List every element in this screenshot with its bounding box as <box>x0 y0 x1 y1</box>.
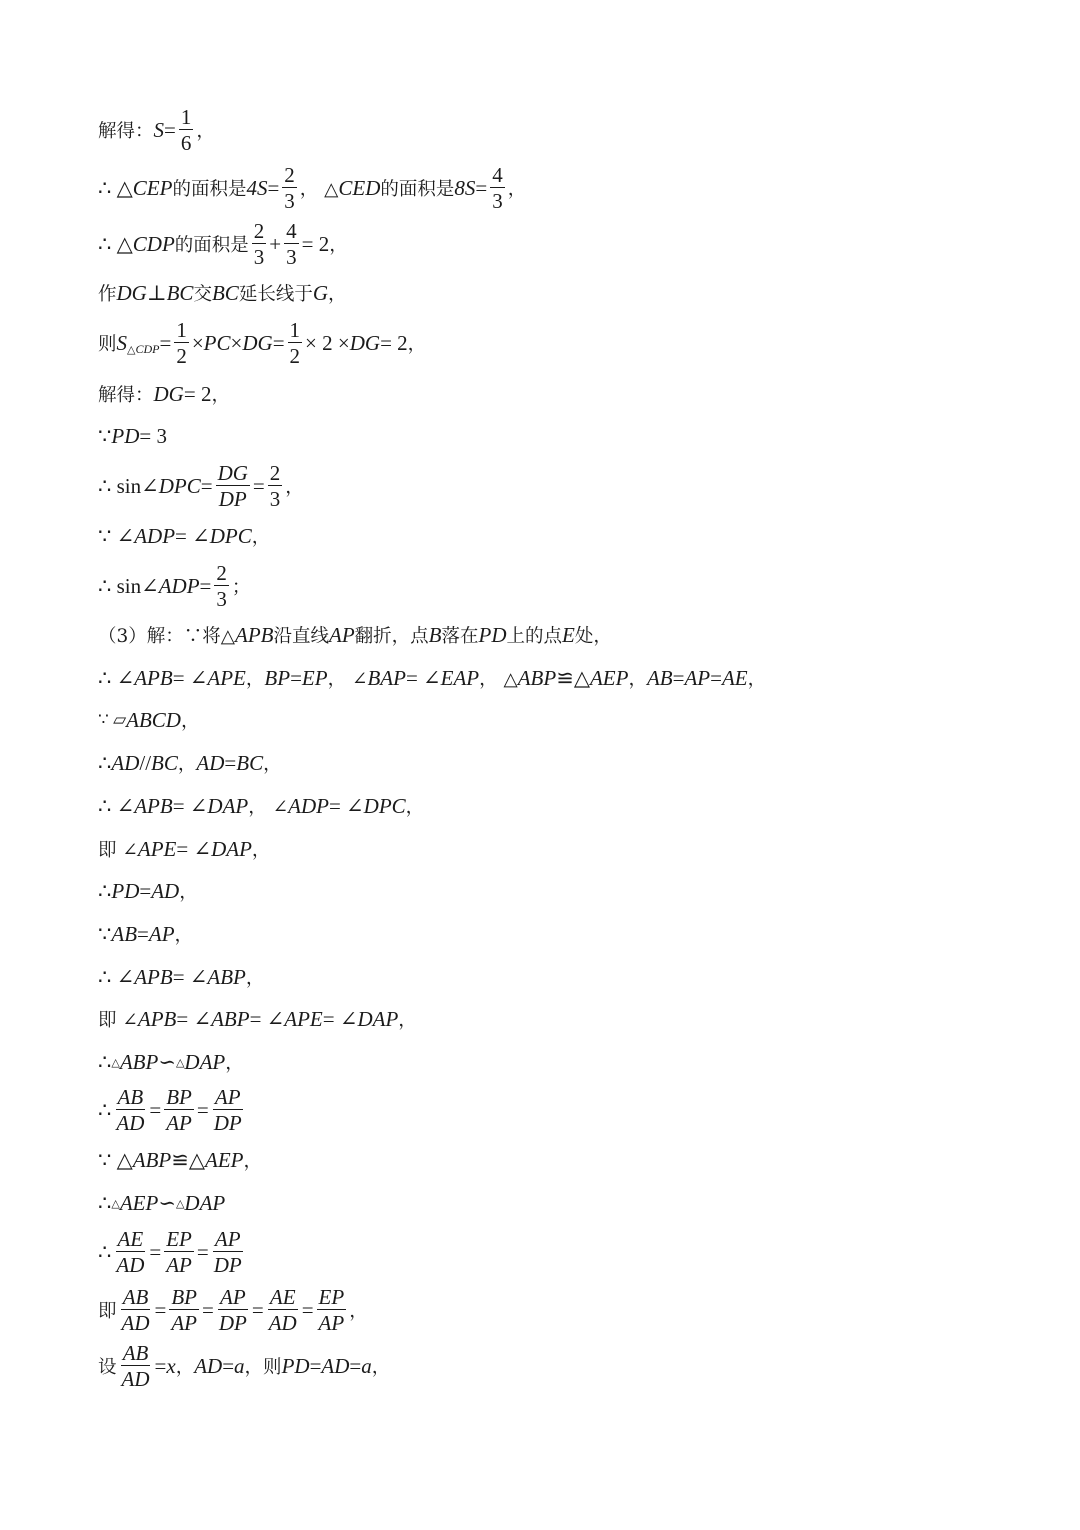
line-text: ， ∠ <box>327 669 368 690</box>
line-text: ∵ ▱ <box>98 710 127 729</box>
fraction-denominator: AD <box>116 1253 145 1277</box>
solution-line-7 <box>98 416 167 456</box>
math-op: = ∠ <box>175 523 210 548</box>
math-var: BC <box>211 280 239 305</box>
fraction <box>212 1086 244 1134</box>
math-var: DG <box>153 381 184 406</box>
fraction-denominator: AP <box>318 1311 345 1335</box>
math-op: ≌△ <box>556 665 590 690</box>
line-text: 交 <box>193 284 212 305</box>
triangle-symbol: △ <box>127 343 136 356</box>
math-op: × 2 × <box>305 330 350 355</box>
math-op: + <box>269 231 282 256</box>
math-var: DG <box>116 280 147 305</box>
math-op: = <box>199 573 212 598</box>
math-op: = <box>139 878 152 903</box>
line-end: ， <box>251 840 271 861</box>
math-op: = ∠ <box>172 964 208 989</box>
math-op: = ∠ <box>405 665 441 690</box>
math-op: // <box>139 750 152 775</box>
math-text: = 2 <box>301 231 330 256</box>
math-var: APE <box>284 1006 323 1031</box>
line-end: ， <box>349 1301 368 1322</box>
fraction-numerator: 2 <box>269 460 281 485</box>
line-text: 翻折，点 <box>354 626 429 647</box>
line-text: ∴ △ <box>98 231 133 256</box>
line-text: （3）解：∵将△ <box>98 626 235 647</box>
line-text: ∵ ∠ <box>98 523 135 548</box>
line-end: ， <box>225 1053 244 1074</box>
math-op: = ∠ <box>172 793 208 818</box>
fraction-numerator: 4 <box>286 218 297 243</box>
fraction <box>114 1086 146 1134</box>
math-var: DG <box>349 330 381 355</box>
math-op: = ∠ <box>322 1006 358 1031</box>
math-var: APE <box>207 665 246 690</box>
fraction-denominator: AP <box>171 1311 198 1335</box>
math-var: DAP <box>184 1049 226 1074</box>
solution-line-27 <box>98 1340 391 1391</box>
math-var: x <box>166 1353 176 1378</box>
math-var: ABCD <box>126 707 181 732</box>
solution-line-22 <box>98 1084 247 1135</box>
fraction <box>214 562 229 610</box>
math-var: APB <box>134 964 173 989</box>
math-var: PD <box>111 878 140 903</box>
math-text: = 2 <box>380 330 408 355</box>
triangle-symbol: △ <box>111 1197 120 1210</box>
math-var: a <box>234 1353 245 1378</box>
similar-symbol: ∽ <box>158 1190 176 1215</box>
fraction-numerator: 2 <box>284 162 295 187</box>
fraction-numerator: 1 <box>289 317 301 342</box>
fraction <box>169 1286 199 1334</box>
math-op: ⊥ <box>146 280 167 305</box>
solution-line-12 <box>98 658 766 698</box>
math-op: = <box>149 1097 162 1122</box>
math-var: AD <box>194 1353 223 1378</box>
line-end: ， <box>398 1010 417 1031</box>
fraction-numerator: AP <box>214 1084 241 1109</box>
line-text: ∴ ∠ <box>98 964 135 989</box>
fraction <box>216 462 250 510</box>
solution-line-20 <box>98 999 417 1039</box>
math-var: DPC <box>158 473 201 498</box>
solution-line-5 <box>98 317 427 368</box>
math-op: = <box>272 330 285 355</box>
fraction-denominator: 3 <box>253 245 265 269</box>
fraction-denominator: 3 <box>269 487 281 511</box>
fraction <box>212 1228 244 1276</box>
solution-line-4 <box>98 273 347 313</box>
line-text: ， <box>175 1357 195 1378</box>
line-end: ， <box>180 711 200 732</box>
line-text: 解得： <box>98 385 154 406</box>
line-text: 沿直线 <box>273 626 329 647</box>
math-var: ABP <box>517 665 557 690</box>
line-text: 延长线于 <box>238 284 313 305</box>
line-text: ，则 <box>244 1357 282 1378</box>
solution-line-21 <box>98 1042 244 1082</box>
math-subscript: CDP <box>135 341 160 356</box>
fraction <box>490 164 505 212</box>
line-text: ∴ <box>98 878 112 903</box>
line-text: ∴ <box>98 1239 112 1264</box>
math-op: = <box>475 175 488 200</box>
solution-line-25 <box>98 1226 247 1277</box>
math-var: 8S <box>454 175 476 200</box>
triangle-symbol: △ <box>175 1056 185 1069</box>
math-op: = <box>224 750 237 775</box>
fraction-denominator: AP <box>166 1111 192 1135</box>
math-op: = <box>222 1353 235 1378</box>
math-var: ADP <box>288 793 329 818</box>
math-var: PC <box>203 330 231 355</box>
solution-line-6 <box>98 374 230 414</box>
line-text: 落在 <box>441 626 479 647</box>
fraction-numerator: AB <box>122 1340 149 1365</box>
math-var: PD <box>281 1353 310 1378</box>
fraction-denominator: 3 <box>216 587 227 611</box>
fraction <box>282 164 297 212</box>
line-text: ∴ <box>98 1097 112 1122</box>
fraction-denominator: 3 <box>286 245 297 269</box>
math-op: = <box>672 665 685 690</box>
line-text: 处， <box>574 626 612 647</box>
line-end: ， <box>407 334 427 355</box>
line-text: 的面积是 <box>380 179 455 200</box>
fraction-numerator: 1 <box>180 104 192 129</box>
math-var: ABP <box>207 964 246 989</box>
solution-line-23 <box>98 1140 262 1180</box>
math-var: AB <box>646 665 673 690</box>
line-text: ∴ sin∠ <box>98 573 159 598</box>
math-var: AP <box>329 622 355 647</box>
math-op: = <box>252 473 265 498</box>
fraction <box>164 1086 194 1134</box>
line-end: ， <box>251 527 271 548</box>
line-text: ， <box>245 669 265 690</box>
math-var: BC <box>151 750 178 775</box>
line-text: ， ∠ <box>248 797 289 818</box>
solution-line-1 <box>98 104 215 155</box>
fraction <box>268 462 283 510</box>
math-var: ABP <box>211 1006 250 1031</box>
solution-line-16 <box>98 829 270 869</box>
math-op: = ∠ <box>176 836 212 861</box>
math-var: PD <box>111 423 140 448</box>
math-var: ABP <box>119 1049 159 1074</box>
fraction-denominator: 6 <box>180 131 192 155</box>
fraction <box>179 106 194 154</box>
math-var: AD <box>321 1353 350 1378</box>
line-text: 上的点 <box>506 626 563 647</box>
math-var: BC <box>166 280 194 305</box>
math-var: DAP <box>184 1190 226 1215</box>
solution-line-2 <box>98 162 527 213</box>
fraction <box>217 1286 249 1334</box>
math-var: DPC <box>363 793 406 818</box>
math-op: = <box>349 1353 362 1378</box>
math-var: ADP <box>134 523 176 548</box>
fraction-denominator: AD <box>268 1311 297 1335</box>
line-text: 即 ∠ <box>98 1010 138 1031</box>
line-text: ， △ <box>299 179 339 200</box>
math-var: AD <box>111 750 140 775</box>
solution-line-18 <box>98 914 193 954</box>
fraction-numerator: EP <box>166 1226 192 1251</box>
solution-line-8 <box>98 460 304 511</box>
line-end: ， <box>263 754 282 775</box>
solution-line-19 <box>98 957 264 997</box>
line-text: ∴ sin∠ <box>98 473 159 498</box>
fraction-denominator: AP <box>166 1253 192 1277</box>
solution-line-15 <box>98 786 424 826</box>
line-text: ， <box>628 669 647 690</box>
math-op: = <box>137 921 149 946</box>
line-text: 的面积是 <box>174 235 249 256</box>
math-var: AEP <box>589 665 629 690</box>
math-var: APB <box>137 1006 177 1031</box>
fraction-numerator: AB <box>122 1284 149 1309</box>
math-op: = <box>154 1353 167 1378</box>
math-var: DAP <box>211 836 252 861</box>
fraction <box>120 1342 152 1390</box>
math-var: APB <box>134 793 173 818</box>
line-text: ∵ <box>98 921 112 946</box>
math-var: ABP <box>132 1147 172 1172</box>
fraction <box>317 1286 347 1334</box>
fraction-denominator: 2 <box>176 344 187 368</box>
math-op: × <box>230 330 243 355</box>
fraction-denominator: AD <box>121 1367 150 1391</box>
math-var: E <box>562 622 575 647</box>
solution-line-11 <box>98 615 612 655</box>
math-op: = <box>200 473 213 498</box>
math-op: = <box>159 330 172 355</box>
line-end: ， <box>747 669 767 690</box>
fraction-numerator: DG <box>217 460 248 485</box>
solution-line-9 <box>98 516 270 556</box>
math-op: = ∠ <box>176 1006 212 1031</box>
line-text: 解得： <box>98 121 154 142</box>
math-op: = <box>196 1239 209 1264</box>
math-var: S <box>153 117 165 142</box>
fraction-denominator: DP <box>213 1253 242 1277</box>
line-end: ， <box>371 1357 391 1378</box>
line-text: ∴ △ <box>98 175 133 200</box>
fraction-numerator: AB <box>117 1084 144 1109</box>
math-var: BC <box>236 750 264 775</box>
math-var: EAP <box>440 665 480 690</box>
solution-line-3 <box>98 218 348 269</box>
line-end: ， <box>405 797 425 818</box>
fraction <box>252 220 267 268</box>
fraction-numerator: EP <box>318 1284 345 1309</box>
math-op: = <box>710 665 722 690</box>
math-var: AD <box>151 878 180 903</box>
math-op: = <box>251 1297 264 1322</box>
line-text: ∴ <box>98 1190 112 1215</box>
math-var: AD <box>196 750 225 775</box>
line-end: ， <box>329 235 348 256</box>
fraction <box>164 1228 194 1276</box>
math-op: = <box>290 665 302 690</box>
math-var: APE <box>137 836 177 861</box>
math-var: ADP <box>158 573 200 598</box>
fraction <box>267 1286 299 1334</box>
math-var: EP <box>301 665 328 690</box>
math-op: ≌△ <box>171 1147 205 1172</box>
line-text: 的面积是 <box>172 179 247 200</box>
similar-symbol: ∽ <box>158 1049 176 1074</box>
fraction-denominator: AD <box>121 1311 150 1335</box>
math-var: APB <box>235 622 274 647</box>
fraction-numerator: AE <box>269 1284 296 1309</box>
math-text: = 3 <box>139 423 167 448</box>
fraction <box>288 319 303 367</box>
math-op: = ∠ <box>249 1006 285 1031</box>
fraction-denominator: DP <box>213 1111 242 1135</box>
math-var: AP <box>148 921 175 946</box>
fraction-denominator: 3 <box>284 189 295 213</box>
fraction-numerator: AP <box>214 1226 241 1251</box>
solution-line-10 <box>98 560 251 611</box>
line-end: ， <box>174 925 194 946</box>
fraction-numerator: AE <box>117 1226 144 1251</box>
line-end: ， <box>328 284 347 305</box>
line-end: ， <box>243 1151 262 1172</box>
fraction-denominator: DP <box>218 487 247 511</box>
math-var: DPC <box>209 523 252 548</box>
math-var: AEP <box>205 1147 244 1172</box>
line-end: ， <box>507 179 527 200</box>
math-op: = <box>149 1239 162 1264</box>
line-text: ∵ <box>98 423 112 448</box>
math-op: × <box>191 330 204 355</box>
fraction <box>284 220 299 268</box>
math-var: 4S <box>246 175 268 200</box>
math-var: BAP <box>367 665 406 690</box>
line-text: 即 ∠ <box>98 840 138 861</box>
math-var: BP <box>264 665 291 690</box>
math-op: = <box>196 1097 209 1122</box>
fraction-denominator: DP <box>218 1311 247 1335</box>
triangle-symbol: △ <box>175 1197 185 1210</box>
line-end: ， <box>245 968 265 989</box>
line-text: ∴ ∠ <box>98 665 135 690</box>
math-op: = <box>154 1297 167 1322</box>
line-text: ∴ <box>98 1049 112 1074</box>
math-op: = ∠ <box>328 793 364 818</box>
fraction <box>114 1228 146 1276</box>
math-var: AE <box>721 665 748 690</box>
line-end: ， <box>285 477 304 498</box>
fraction-denominator: 3 <box>492 189 503 213</box>
fraction-numerator: 2 <box>253 218 265 243</box>
solution-line-14 <box>98 743 282 783</box>
math-op: = <box>309 1353 322 1378</box>
fraction-numerator: BP <box>171 1284 198 1309</box>
line-text: 即 <box>98 1301 117 1322</box>
solution-line-13 <box>98 700 199 740</box>
math-var: AP <box>684 665 711 690</box>
math-var: CEP <box>132 175 173 200</box>
fraction-numerator: BP <box>166 1084 192 1109</box>
math-op: = <box>202 1297 214 1322</box>
line-text: ∵ △ <box>98 1147 133 1172</box>
math-var: G <box>312 280 328 305</box>
math-op: = ∠ <box>172 665 208 690</box>
math-var: PD <box>478 622 507 647</box>
math-var: DG <box>242 330 273 355</box>
math-var: CDP <box>132 231 175 256</box>
line-text: ， <box>177 754 197 775</box>
line-text: 则 <box>98 334 117 355</box>
math-var: a <box>361 1353 372 1378</box>
fraction-denominator: AD <box>116 1111 145 1135</box>
math-var: DAP <box>207 793 249 818</box>
fraction-numerator: 1 <box>176 317 187 342</box>
solution-line-17 <box>98 871 198 911</box>
line-text: ， △ <box>479 669 518 690</box>
fraction-numerator: AP <box>220 1284 246 1309</box>
line-end: ， <box>179 882 198 903</box>
math-op: = <box>267 175 280 200</box>
triangle-symbol: △ <box>111 1056 120 1069</box>
line-text: 设 <box>98 1357 117 1378</box>
math-var: APB <box>134 665 173 690</box>
fraction <box>174 319 189 367</box>
math-var: S <box>116 330 128 355</box>
line-end: ， <box>211 385 230 406</box>
fraction-numerator: 4 <box>492 162 503 187</box>
line-end: ； <box>231 577 251 598</box>
math-text: = 2 <box>183 381 212 406</box>
line-text: ∴ ∠ <box>98 793 135 818</box>
math-op: = <box>164 117 176 142</box>
fraction-denominator: 2 <box>289 344 301 368</box>
solution-line-24 <box>98 1183 225 1223</box>
math-var: AEP <box>119 1190 159 1215</box>
solution-line-26 <box>98 1284 368 1335</box>
math-var: DAP <box>357 1006 399 1031</box>
fraction-numerator: 2 <box>216 560 227 585</box>
math-var: B <box>428 622 442 647</box>
math-var: AB <box>111 921 138 946</box>
line-text: 作 <box>98 284 117 305</box>
line-end: ， <box>196 121 215 142</box>
line-text: ∴ <box>98 750 112 775</box>
math-var: CED <box>338 175 381 200</box>
math-op: = <box>301 1297 314 1322</box>
fraction <box>120 1286 152 1334</box>
